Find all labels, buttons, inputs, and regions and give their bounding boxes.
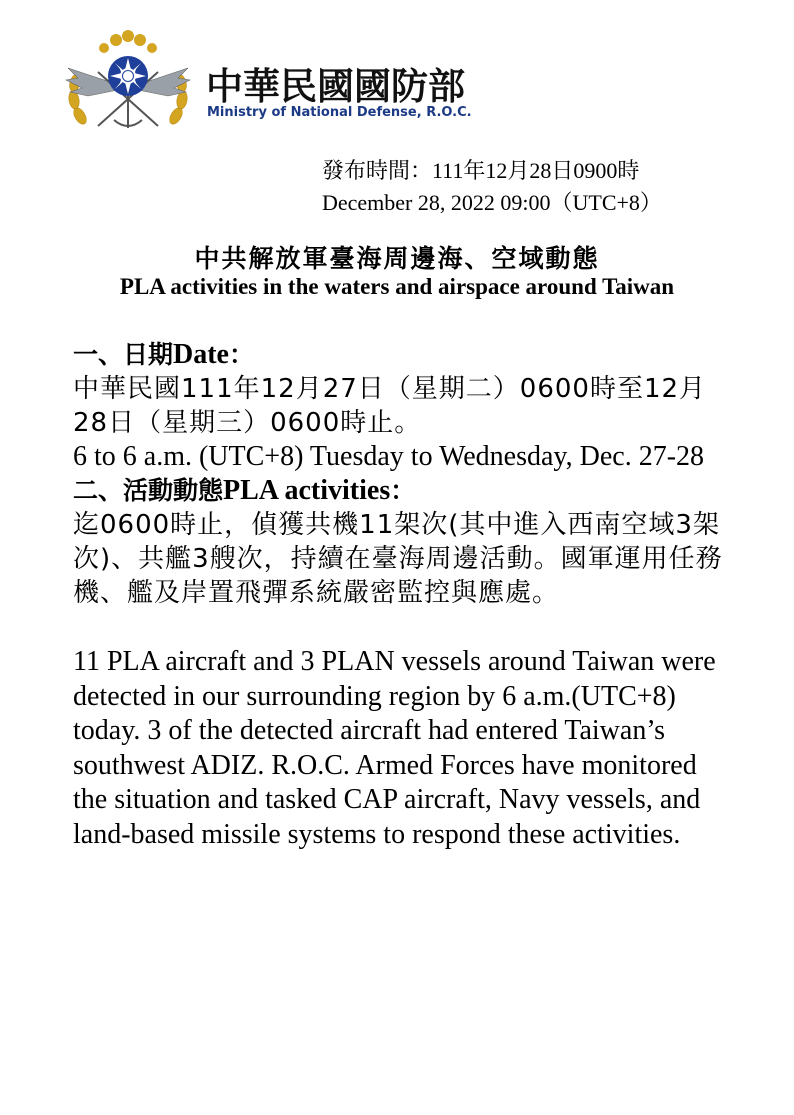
- section-activities-heading-en: PLA activities: [223, 475, 391, 506]
- section-date-chinese: 中華民國111年12月27日（星期二）0600時至12月28日（星期三）0600時止。: [73, 374, 707, 438]
- document-body: [73, 338, 733, 852]
- release-time-chinese: 發布時間：111年12月28日0900時: [322, 158, 640, 183]
- ministry-name-english: Ministry of National Defense, R.O.C.: [207, 105, 472, 120]
- section-activities-heading-suffix: ：: [390, 476, 416, 505]
- letterhead: [58, 28, 538, 140]
- section-date-english: 6 to 6 a.m. (UTC+8) Tuesday to Wednesday, Dec. 27-28: [73, 441, 705, 472]
- section-activities-heading: [73, 474, 733, 508]
- section-date-heading: [73, 338, 733, 372]
- document-title-chinese: 中共解放軍臺海周邊海、空域動態: [194, 244, 600, 273]
- section-activities-chinese: 迄0600時止，偵獲共機11架次(其中進入西南空域3架次)、共艦3艘次，持續在臺海周邊活動。國軍運用任務機、艦及岸置飛彈系統嚴密監控與應處。: [73, 510, 723, 608]
- ministry-name-chinese: 中華民國國防部: [206, 65, 465, 108]
- section-activities-english: 11 PLA aircraft and 3 PLAN vessels around Taiwan were detected in our surrounding region by 6 a.m.(UTC+8) today. 3 of the detected aircraft had entered Taiwan’s southwest ADIZ. R.O.C. Armed Forces have monitored the situation and tasked CAP aircraft, Navy vessels, and land-based missile systems to respond these activities.: [73, 646, 716, 850]
- section-date-heading-suffix: ：: [229, 340, 255, 369]
- paragraph-gap: [73, 610, 733, 645]
- release-time-english: December 28, 2022 09:00（UTC+8）: [322, 190, 662, 215]
- section-date-heading-en: Date: [173, 339, 229, 370]
- release-time: [322, 155, 662, 219]
- document-title-english: PLA activities in the waters and airspace around Taiwan: [119, 274, 675, 299]
- ministry-emblem-icon: [58, 28, 198, 140]
- section-date-heading-prefix: 一、日期: [73, 340, 174, 369]
- section-activities-heading-prefix: 二、活動動態: [73, 476, 224, 505]
